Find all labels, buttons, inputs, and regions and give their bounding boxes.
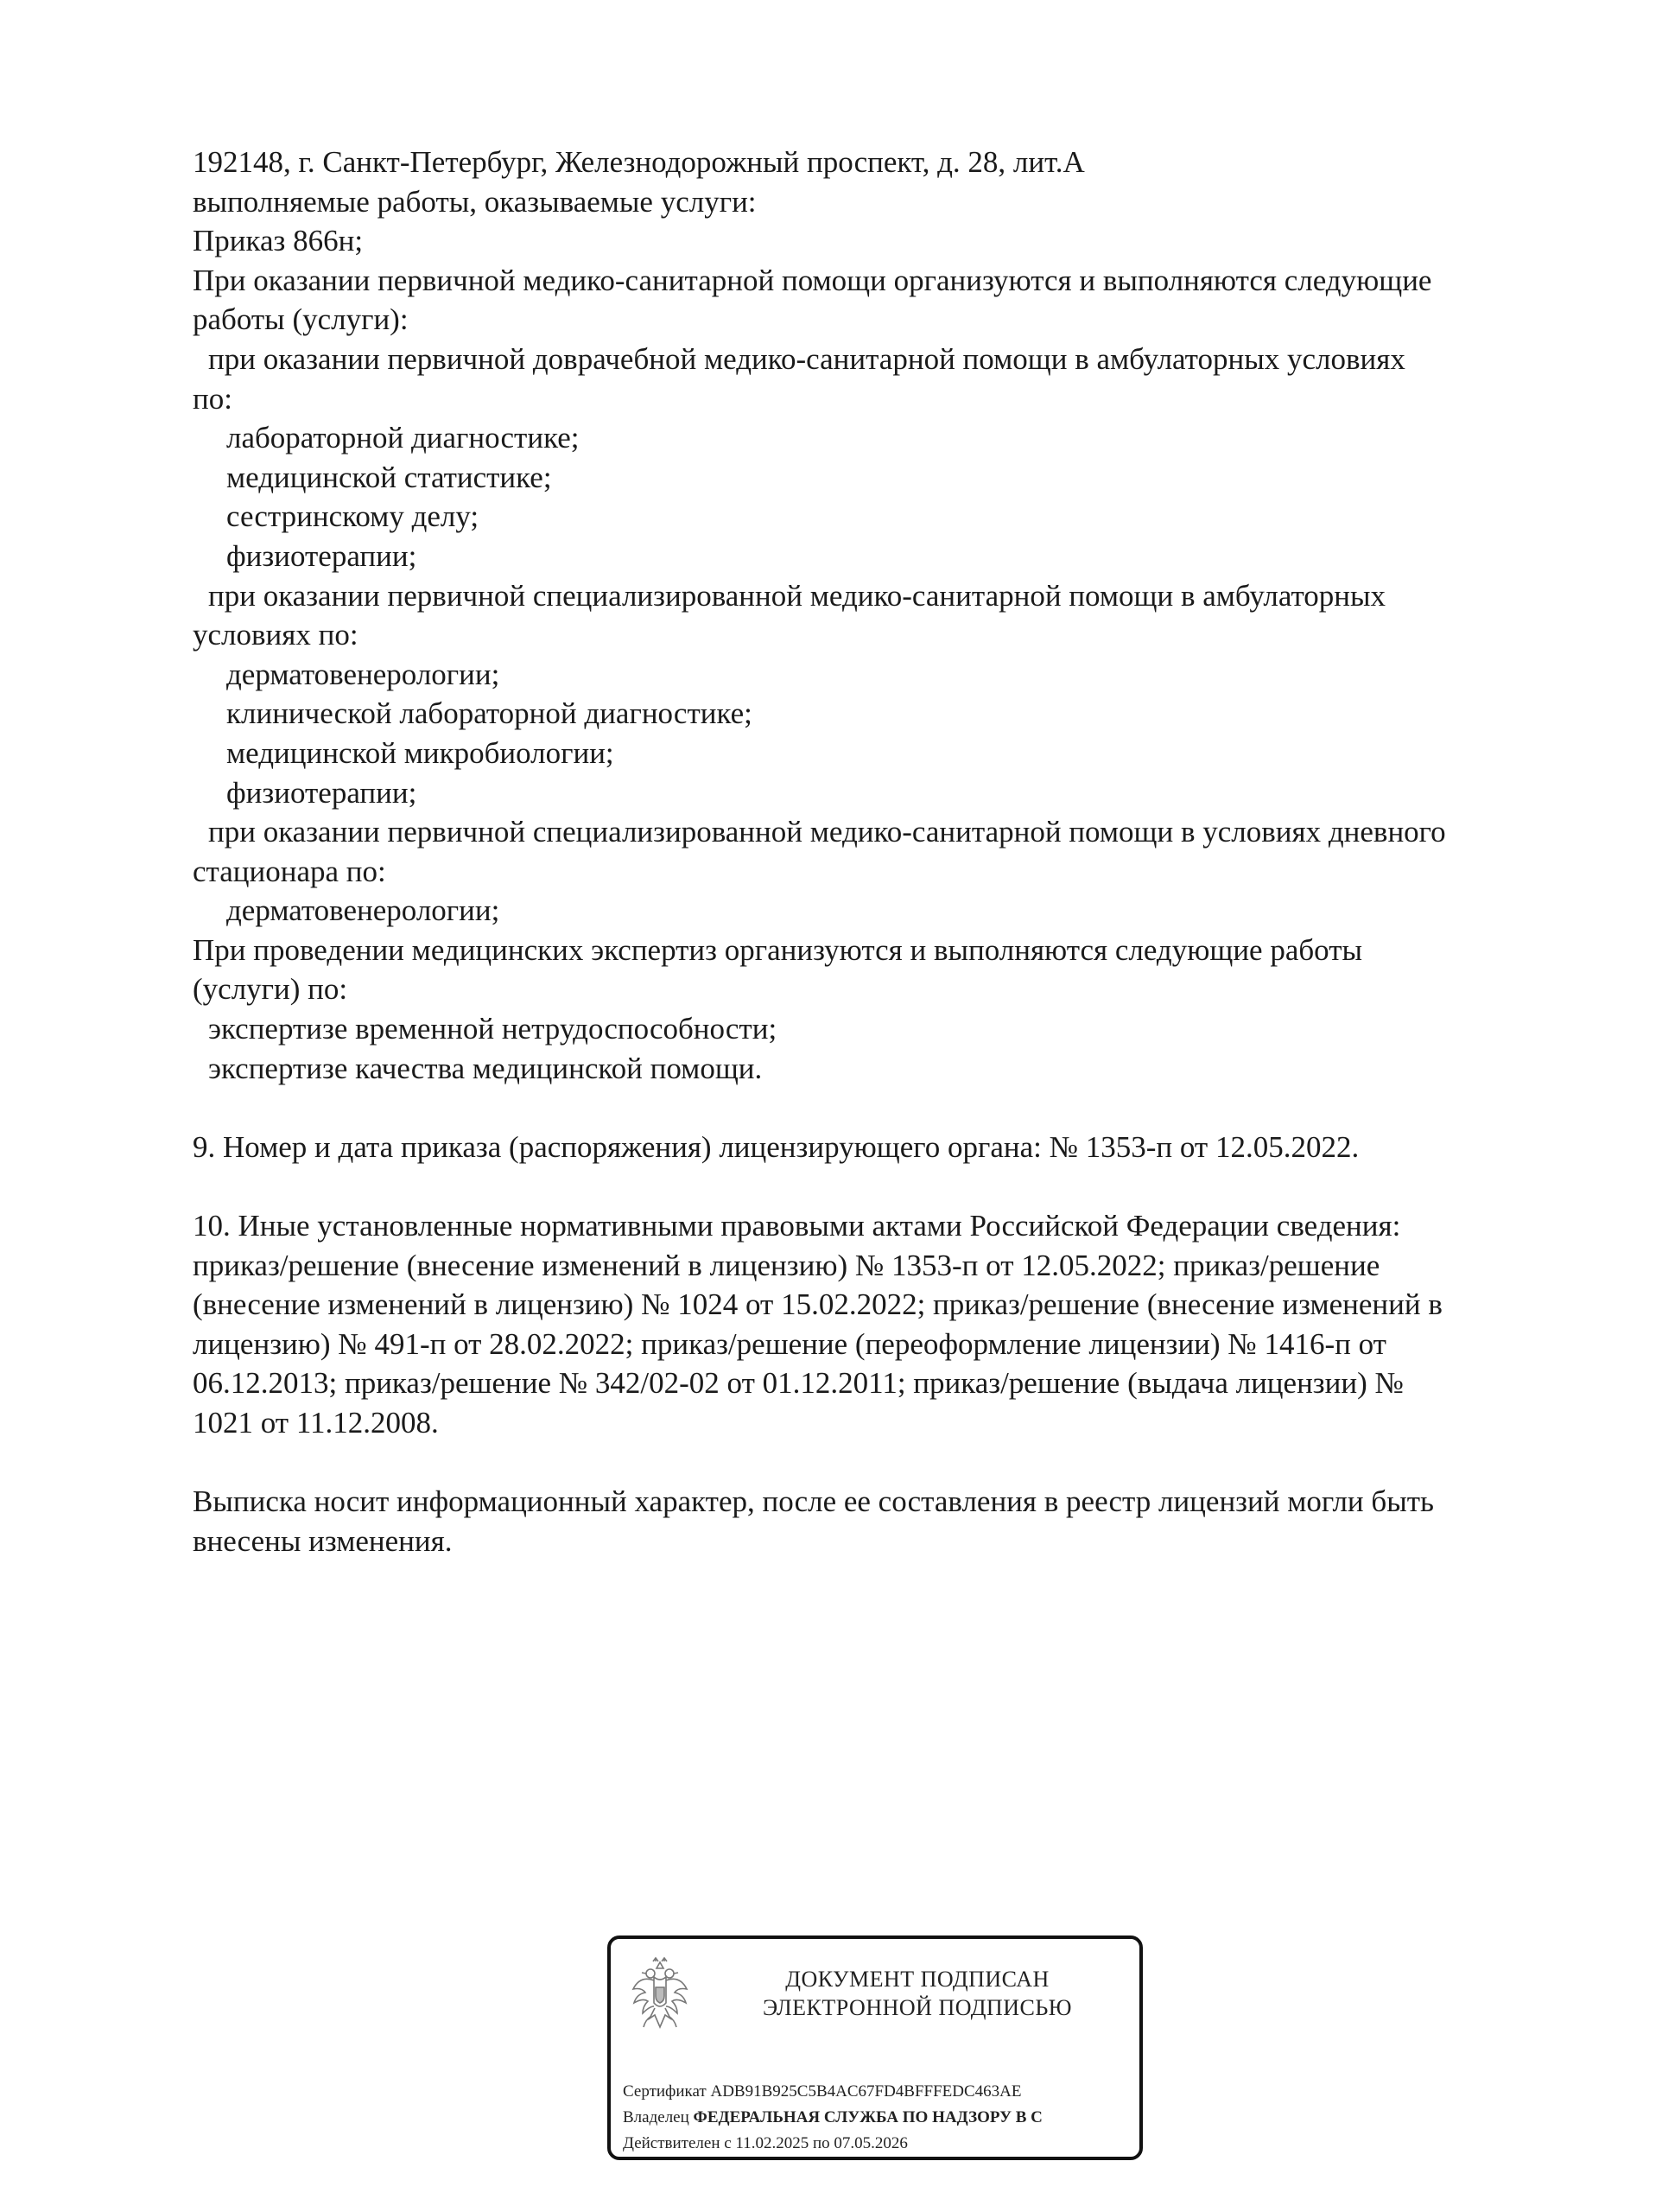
text-line: сестринскому делу; [226, 499, 479, 534]
text-line: экспертизе временной нетрудоспособности; [208, 1012, 777, 1046]
text-line: медицинской статистике; [226, 460, 552, 494]
text-line: стационара по: [193, 854, 386, 888]
text-line: лицензию) № 491-п от 28.02.2022; приказ/решение (переоформление лицензии) № 1416-п от [193, 1326, 1386, 1361]
text-line: приказ/решение (внесение изменений в лицензию) № 1353-п от 12.05.2022; приказ/решение [193, 1248, 1380, 1282]
text-line: физиотерапии; [226, 775, 417, 810]
russian-coat-of-arms-icon [630, 1956, 690, 2038]
text-line: лабораторной диагностике; [226, 421, 580, 455]
paragraph-gap [193, 1088, 1557, 1128]
paragraph-gap [193, 1166, 1557, 1206]
text-line: выполняемые работы, оказываемые услуги: [193, 184, 757, 219]
owner-row [623, 2107, 1043, 2128]
certificate-label: Сертификат [623, 2082, 707, 2101]
text-line: клинической лабораторной диагностике; [226, 696, 752, 731]
text-line: При проведении медицинских экспертиз организуются и выполняются следующие работы [193, 932, 1363, 967]
owner-label: Владелец [623, 2108, 689, 2126]
stamp-title-line-1: ДОКУМЕНТ ПОДПИСАН [785, 1967, 1050, 1992]
text-line: 06.12.2013; приказ/решение № 342/02-02 от 01.12.2011; приказ/решение (выдача лицензии) № [193, 1366, 1404, 1401]
text-line: При оказании первичной медико-санитарной помощи организуются и выполняются следующие [193, 263, 1432, 297]
text-line: при оказании первичной специализированной медико-санитарной помощи в условиях дневного [208, 815, 1446, 849]
text-line: 1021 от 11.12.2008. [193, 1406, 439, 1440]
text-line: 192148, г. Санкт-Петербург, Железнодорожный проспект, д. 28, лит.А [193, 145, 1085, 179]
text-line: внесены изменения. [193, 1523, 453, 1558]
certificate-value: ADB91B925C5B4AC67FD4BFFFEDC463AE [710, 2082, 1022, 2101]
text-line: экспертизе качества медицинской помощи. [208, 1051, 763, 1085]
text-line: медицинской микробиологии; [226, 735, 614, 770]
text-line: (услуги) по: [193, 972, 348, 1007]
text-line: 10. Иные установленные нормативными правовыми актами Российской Федерации сведения: [193, 1209, 1401, 1243]
stamp-title-line-2: ЭЛЕКТРОННОЙ ПОДПИСЬЮ [763, 1995, 1072, 2020]
owner-value: ФЕДЕРАЛЬНАЯ СЛУЖБА ПО НАДЗОРУ В С [693, 2108, 1043, 2126]
text-line: Приказ 866н; [193, 224, 364, 258]
text-line: физиотерапии; [226, 538, 417, 573]
text-line: Выписка носит информационный характер, после ее составления в реестр лицензий могли быть [193, 1484, 1434, 1519]
certificate-row [623, 2082, 1022, 2102]
text-line: (внесение изменений в лицензию) № 1024 от 15.02.2022; приказ/решение (внесение изменений в [193, 1287, 1443, 1322]
paragraph-gap [193, 1443, 1557, 1483]
text-line: при оказании первичной доврачебной медико-санитарной помощи в амбулаторных условиях [208, 341, 1405, 376]
text-line: дерматовенерологии; [226, 657, 500, 691]
text-line: условиях по: [193, 618, 358, 652]
text-line: дерматовенерологии; [226, 893, 500, 928]
text-line: работы (услуги): [193, 302, 409, 337]
text-line: по: [193, 381, 232, 416]
text-line: при оказании первичной специализированной медико-санитарной помощи в амбулаторных [208, 578, 1386, 613]
stamp-title [714, 1965, 1120, 2022]
document-body [193, 143, 1557, 1560]
validity-row: Действителен с 11.02.2025 по 07.05.2026 [623, 2134, 908, 2152]
electronic-signature-stamp [607, 1936, 1143, 2160]
text-line: 9. Номер и дата приказа (распоряжения) лицензирующего органа: № 1353-п от 12.05.2022. [193, 1129, 1360, 1164]
